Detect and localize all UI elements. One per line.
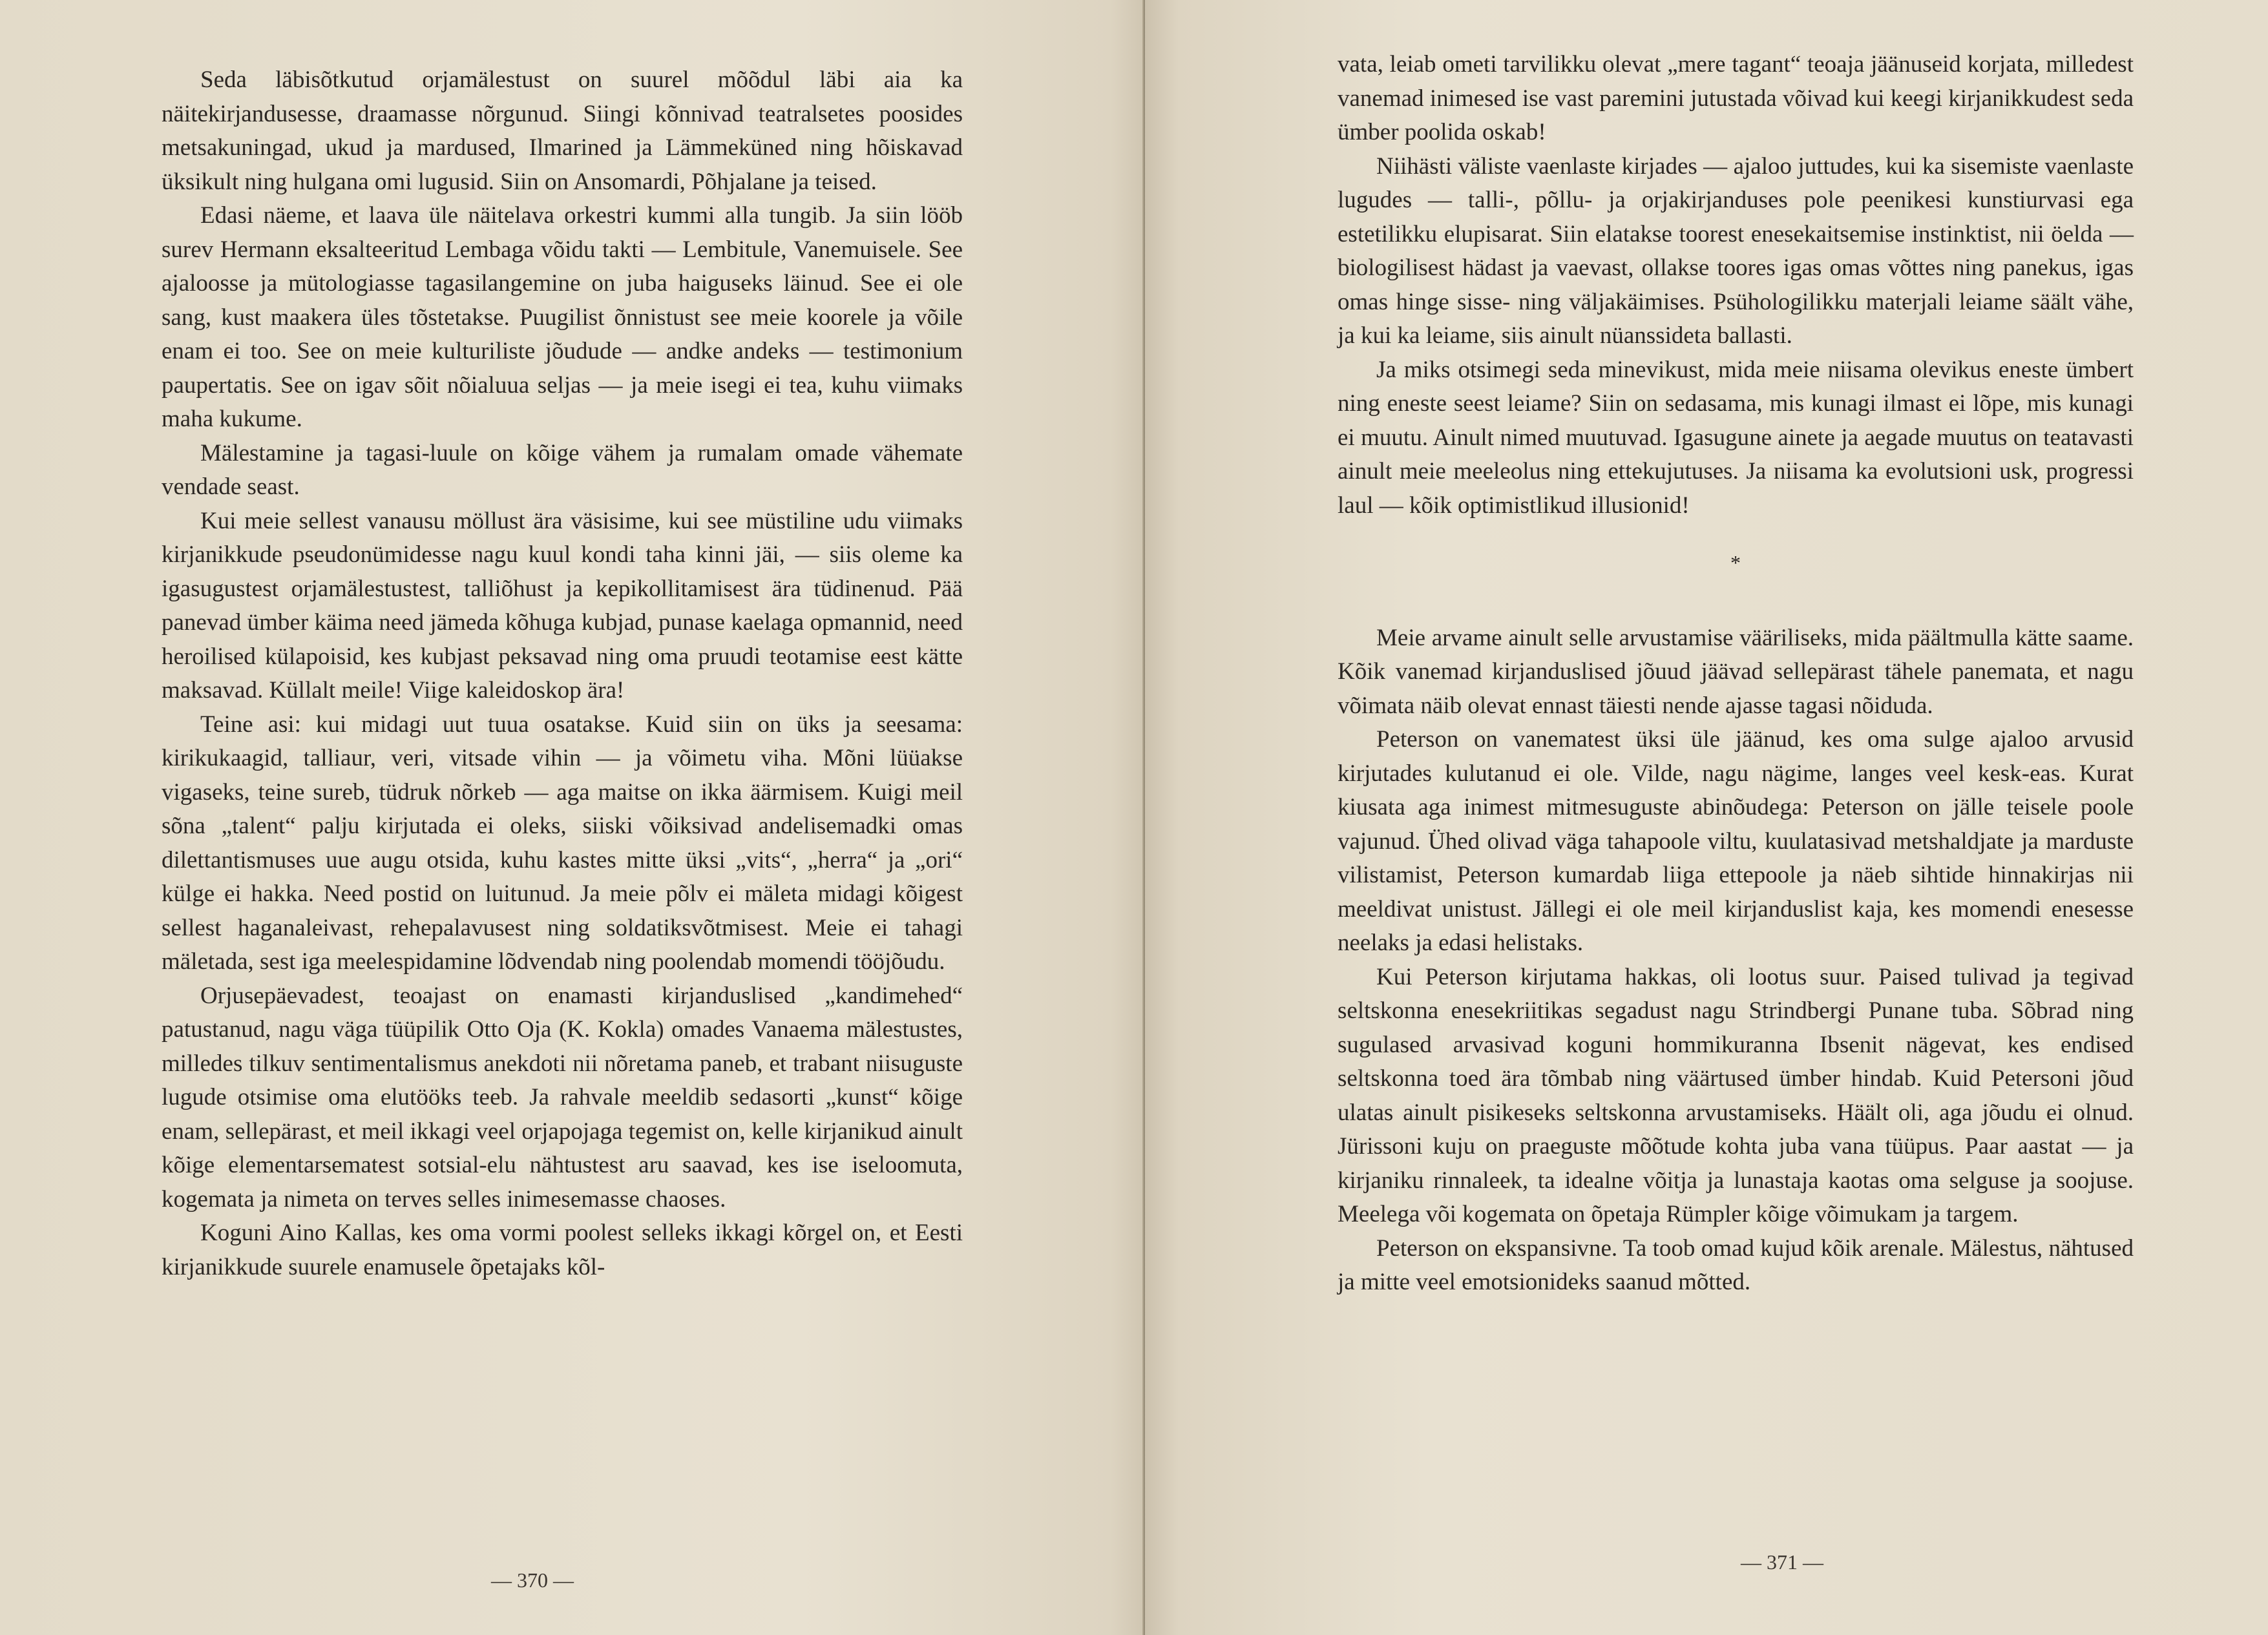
paragraph: Edasi näeme, et laava üle näitelava orkestri kummi alla tungib. Ja siin lööb surev Hermann eksalteeritud Lembaga võidu takti — Lembitule, Vanemuisele. See ajaloosse ja mütologiasse tagasilangemine on juba haiguseks läinud. See ei ole sang, kust maakera üles tõstetakse. Puugilist õnnistust see meie koorele ja võile enam ei too. See on meie kulturiliste jõudude — andke andeks — testimonium paupertatis. See on igav sõit nõialuua seljas — ja meie isegi ei tea, kuhu viimaks maha kukume. xyxy=(162,202,963,432)
paragraph: Ja miks otsimegi seda minevikust, mida meie niisama olevikus eneste ümbert ning eneste seest leiame? Siin on sedasama, mis kunagi ilmast ei lõpe, mis kunagi ei muutu. Ainult nimed muutuvad. Igasugune ainete ja aegade muutus on teatavasti ainult meie meeleolus ning ettekujutuses. Ja niisama ka evolutsioni usk, progressi laul — kõik optimistlikud illusionid! xyxy=(1338,356,2134,519)
paragraph: Seda läbisõtkutud orjamälestust on suurel mõõdul läbi aia ka näitekirjandusesse, draamasse nõrgunud. Siingi kõnnivad teatralsetes poosides metsakuningad, ukud ja mardused, Ilmarined ja Lämmeküned ning hõiskavad üksikult ning hulgana omi lugusid. Siin on Ansomardi, Põhjalane ja teised. xyxy=(162,67,963,195)
paragraph: Peterson on vanematest üksi üle jäänud, kes oma sulge ajaloo arvusid kirjutades kulutanud ei ole. Vilde, nagu nägime, langes veel kesk-eas. Kurat kiusata aga inimest mitmesuguste abinõudega: Peterson on jälle teisele poole vajunud. Ühed olivad väga tahapoole viltu, kuulatasivad metshaldjate ja marduste vilistamist, Peterson kumardab liiga ettepoole ja näeb sihtide hinnakirjas nii meeldivat unistust. Jällegi ei ole meil kirjanduslist kaja, kes momendi enesesse neelaks ja edasi helistaks. xyxy=(1338,726,2134,956)
paragraph: vata, leiab ometi tarvilikku olevat „mere tagant“ teoaja jäänuseid korjata, milledest vanemad inimesed ise vast paremini jutustada võivad kui keegi kirjanikkudest seda ümber poolida oskab! xyxy=(1338,51,2134,145)
paragraph: Niihästi väliste vaenlaste kirjades — ajaloo juttudes, kui ka sisemiste vaenlaste lugudes — talli-, põllu- ja orjakirjanduses pole peenikesi kunstiurvasi ega estetilikku elupisarat. Siin elatakse toorest enesekaitsemise instinktist, nii öelda — biologilisest hädast ja vaevast, ollakse toores igas omas võttes ning panekus, igas omas hinge sisse- ning väljakäimises. Psühologilikku materjali leiame säält vähe, ja kui ka leiame, siis ainult nüanssideta ballasti. xyxy=(1338,152,2134,349)
paragraph: Peterson on ekspansivne. Ta toob omad kujud kõik arenale. Mälestus, nähtused ja mitte veel emotsionideks saanud mõtted. xyxy=(1338,1234,2134,1295)
left-page-text xyxy=(162,63,963,1284)
right-page-text xyxy=(1338,48,2134,1300)
paragraph: Mälestamine ja tagasi-luule on kõige vähem ja rumalam omade vähemate vendade seast. xyxy=(162,439,963,500)
paragraph: Meie arvame ainult selle arvustamise vääriliseks, mida päältmulla kätte saame. Kõik vanemad kirjanduslised jõuud jäävad sellepärast tähele panemata, et nagu võimata näib olevat ennast täiesti nende ajasse tagasi nõiduda. xyxy=(1338,624,2134,719)
paragraph: Kui Peterson kirjutama hakkas, oli lootus suur. Paised tulivad ja tegivad seltskonna enesekriitikas segadust nagu Strindbergi Punane tuba. Sõbrad ning sugulased arvasivad koguni hommikuranna Ibsenit nägevat, kes endised seltskonna toed ära tõmbab ning väärtused ümber hindab. Kuid Petersoni jõud ulatas ainult pisikeseks seltskonna arvustamiseks. Häält oli, aga jõudu ei olnud. Jürissoni kuju on praeguste mõõtude kohta juba vana tüüpus. Paar aastat — ja kirjaniku rinnaleek, ta idealne võitja ja lunastaja kaotas oma selguse ja soojuse. Meelega või kogemata on õpetaja Rümpler kõige võimukam ja targem. xyxy=(1338,963,2134,1227)
right-page xyxy=(1145,0,2268,1635)
paragraph: Orjusepäevadest, teoajast on enamasti kirjanduslised „kandimehed“ patustanud, nagu väga tüüpilik Otto Oja (K. Kokla) omades Vanaema mälestustes, milledes tilkuv sentimentalismus anekdoti nii nõretama paneb, et trabant niisuguste lugude otsimise oma elutööks teeb. Ja rahvale meeldib sedasorti „kunst“ kõige enam, sellepärast, et meil ikkagi veel orjapojaga tegemist on, kelle kirjanikud ainult kõige elementarsematest sotsial-elu nähtustest aru saavad, kes ise iseloomuta, kogemata ja nimeta on terves selles inimesemasse chaoses. xyxy=(162,982,963,1213)
paragraph: Kui meie sellest vanausu möllust ära väsisime, kui see müstiline udu viimaks kirjanikkude pseudonümidesse nagu kuul kondi taha kinni jäi, — siis oleme ka igasugustest orjamälestustest, talliõhust ja kepikollitamisest ära tüdinenud. Pää panevad ümber käima need jämeda kõhuga kubjad, punase kaelaga opmannid, need heroilised külapoisid, kes kubjast peksavad ning oma pruudi teotamise eest kätte maksavad. Küllalt meile! Viige kaleidoskop ära! xyxy=(162,507,963,703)
section-separator: * xyxy=(1730,551,1741,574)
page-number-left: — 370 — xyxy=(491,1568,574,1592)
page-number-right: — 371 — xyxy=(1741,1550,1823,1574)
paragraph: Teine asi: kui midagi uut tuua osatakse. Kuid siin on üks ja seesama: kirikukaagid, talliaur, veri, vitsade vihin — ja võimetu viha. Mõni lüüakse vigaseks, teine sureb, tüdruk nõrkeb — aga maitse on ikka äärmisem. Kuigi meil sõna „talent“ palju kirjutada ei oleks, siiski võiksivad andelisemadki omas dilettantismuses uue augu otsida, kuhu kastes mitte üksi „vits“, „herra“ ja „ori“ külge ei hakka. Need postid on luitunud. Ja meie põlv ei mäleta midagi kõigest sellest haganaleivast, rehepalavusest ning soldatiksvõtmisest. Meie ei tahagi mäletada, sest iga meelespidamine lõdvendab ning poolendab momendi tööjõudu. xyxy=(162,711,963,975)
paragraph: Koguni Aino Kallas, kes oma vormi poolest selleks ikkagi kõrgel on, et Eesti kirjanikkude suurele enamusele õpetajaks kõl- xyxy=(162,1220,963,1280)
